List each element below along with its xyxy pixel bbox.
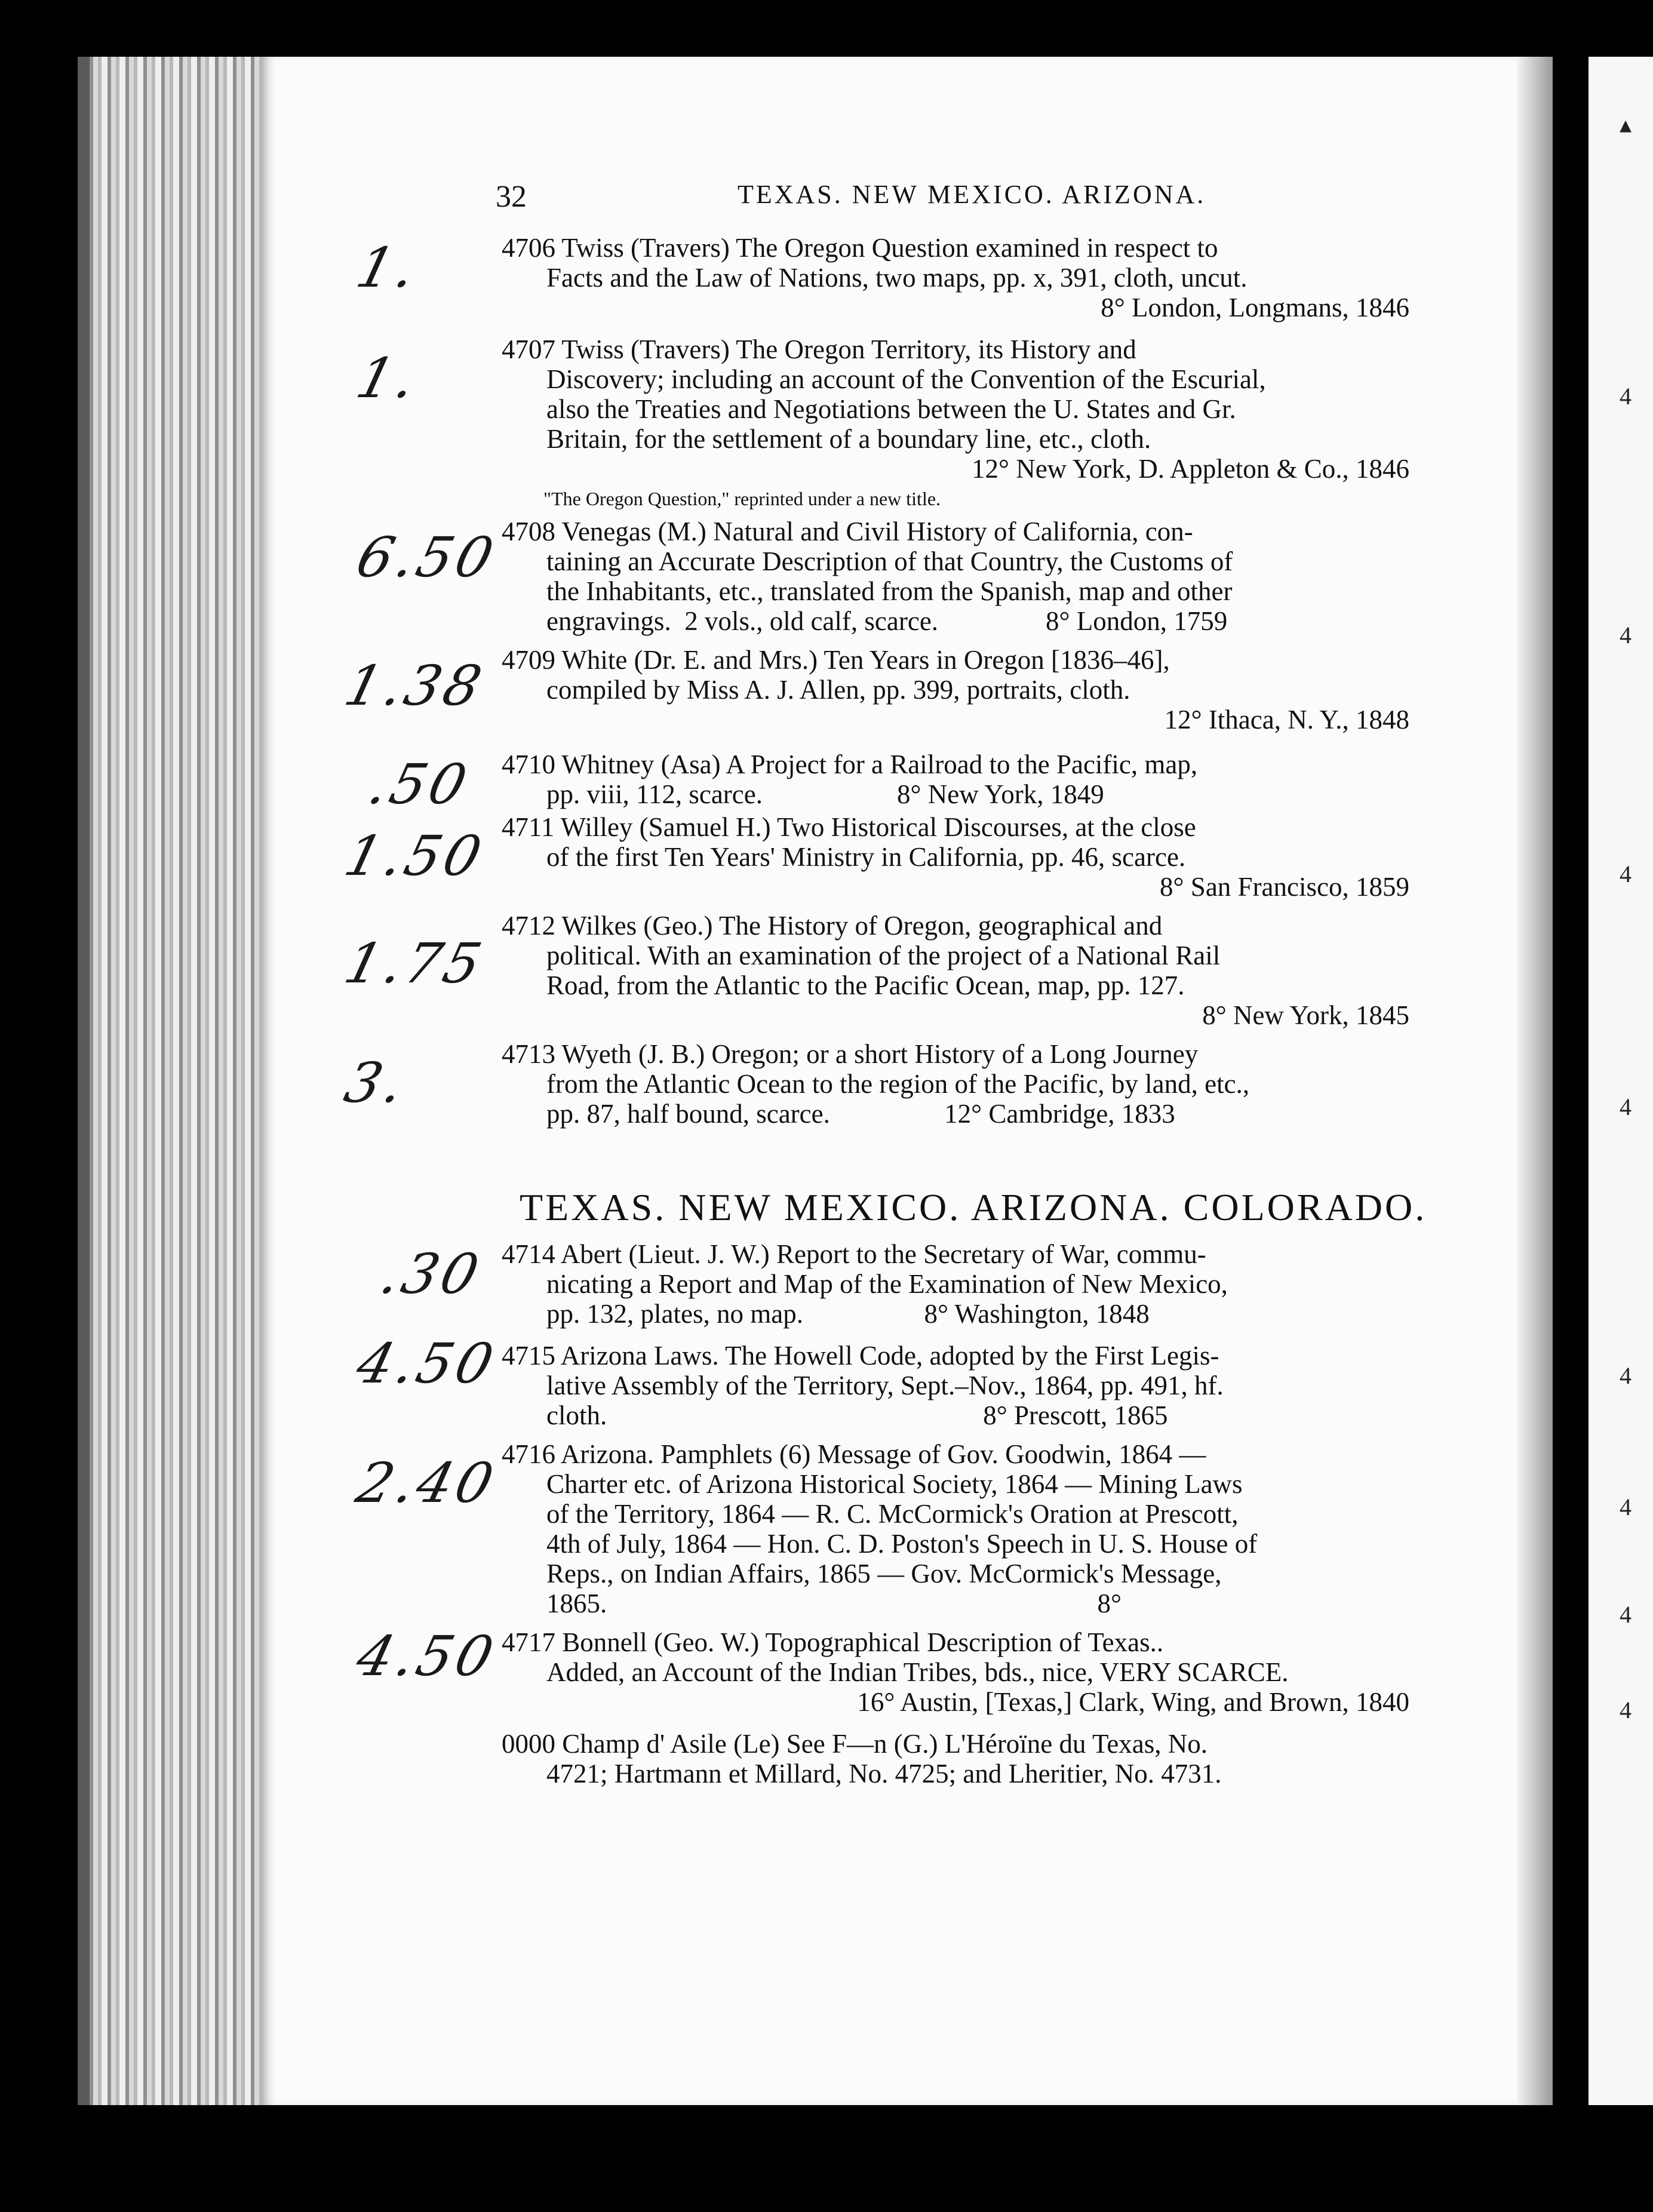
handwritten-price: .50 [362,752,477,816]
entry-imprint: 12° Ithaca, N. Y., 1848 [1164,705,1409,735]
entry-imprint: 8° New York, 1845 [1202,1000,1409,1030]
facing-page-digit: 4 [1620,1697,1632,1723]
facing-page-digit: 4 [1620,1093,1632,1120]
entry-line: 4715 Arizona Laws. The Howell Code, adopted by the First Legis- [502,1341,1219,1371]
entry-line: 0000 Champ d' Asile (Le) See F—n (G.) L'Héroïne du Texas, No. [502,1729,1208,1759]
entry-imprint: 8° London, Longmans, 1846 [1101,293,1409,322]
entry-line: of the first Ten Years' Ministry in California, pp. 46, scarce. [546,842,1186,872]
entry-imprint: 16° Austin, [Texas,] Clark, Wing, and Brown, 1840 [857,1687,1409,1717]
entry-line: 4706 Twiss (Travers) The Oregon Question examined in respect to [502,233,1218,263]
entry-line: 4712 Wilkes (Geo.) The History of Oregon, geographical and [502,911,1163,941]
catalog-entry [502,645,1409,735]
catalog-entry [502,1239,1409,1329]
entry-line: 4709 White (Dr. E. and Mrs.) Ten Years in Oregon [1836–46], [502,645,1170,675]
facing-page-digit: 4 [1620,383,1632,410]
catalog-entry [502,233,1409,322]
facing-page-digit: 4 [1620,861,1632,887]
entry-line: 4th of July, 1864 — Hon. C. D. Poston's Speech in U. S. House of [546,1529,1258,1559]
entry-line: Charter etc. of Arizona Historical Society, 1864 — Mining Laws [546,1469,1243,1499]
facing-page-mark: ▴ [1620,111,1632,138]
entry-imprint: 12° New York, D. Appleton & Co., 1846 [971,454,1409,484]
page-number: 32 [496,180,527,214]
catalog-entry [502,911,1409,1030]
facing-page [1589,57,1653,2105]
handwritten-price: 1. [350,346,426,410]
handwritten-price: 4.50 [350,1332,503,1396]
entry-line: 4713 Wyeth (J. B.) Oregon; or a short History of a Long Journey [502,1039,1199,1069]
entry-line: lative Assembly of the Territory, Sept.–Nov., 1864, pp. 491, hf. [546,1371,1224,1400]
facing-page-digit: 4 [1620,1362,1632,1389]
entry-imprint: 8° San Francisco, 1859 [1160,872,1409,902]
entry-line: 4710 Whitney (Asa) A Project for a Railroad to the Pacific, map, [502,749,1198,779]
entry-line: the Inhabitants, etc., translated from the Spanish, map and other [546,576,1233,606]
entry-line: 4708 Venegas (M.) Natural and Civil History of California, con- [502,517,1193,546]
handwritten-price: 1.50 [338,824,491,888]
entry-line: 4707 Twiss (Travers) The Oregon Territory, its History and [502,334,1136,364]
entry-line: 4716 Arizona. Pamphlets (6) Message of Gov. Goodwin, 1864 — [502,1439,1206,1469]
entry-line: Road, from the Atlantic to the Pacific Ocean, map, pp. 127. [546,970,1185,1000]
entry-line: engravings. 2 vols., old calf, scarce. 8° London, 1759 [546,606,1228,636]
entry-line: political. With an examination of the project of a National Rail [546,941,1221,970]
entry-line: Added, an Account of the Indian Tribes, bds., nice, VERY SCARCE. [546,1657,1289,1687]
catalog-entry [502,1729,1409,1789]
entry-line: compiled by Miss A. J. Allen, pp. 399, portraits, cloth. [546,675,1130,705]
facing-page-digit: 4 [1620,622,1632,649]
entry-line: nicating a Report and Map of the Examination of New Mexico, [546,1269,1228,1299]
entry-line: Britain, for the settlement of a boundary line, etc., cloth. [546,424,1151,454]
handwritten-price: 1.75 [338,932,491,996]
catalog-entry [502,1439,1409,1618]
running-title: TEXAS. NEW MEXICO. ARIZONA. [738,180,1206,209]
entry-line: taining an Accurate Description of that Country, the Customs of [546,546,1233,576]
entry-line: 4714 Abert (Lieut. J. W.) Report to the Secretary of War, commu- [502,1239,1206,1269]
handwritten-price: 4.50 [350,1624,503,1688]
handwritten-price: .30 [374,1242,488,1306]
entry-line: cloth. 8° Prescott, 1865 [546,1400,1168,1430]
handwritten-price: 2.40 [350,1451,503,1515]
handwritten-price: 1.38 [338,654,491,718]
catalog-entry [502,1627,1409,1717]
handwritten-price: 3. [338,1051,414,1115]
gutter-shadow [1517,57,1553,2105]
facing-page-digit: 4 [1620,1601,1632,1628]
handwritten-price: 6.50 [350,526,503,589]
entry-line: pp. 132, plates, no map. 8° Washington, 1848 [546,1299,1150,1329]
facing-page-digit: 4 [1620,1494,1632,1520]
section-heading: TEXAS. NEW MEXICO. ARIZONA. COLORADO. [520,1186,1427,1228]
entry-line: Reps., on Indian Affairs, 1865 — Gov. McCormick's Message, [546,1559,1222,1589]
entry-note: "The Oregon Question," reprinted under a new title. [543,488,941,509]
catalog-entry [502,517,1409,636]
entry-line: pp. 87, half bound, scarce. 12° Cambridge, 1833 [546,1099,1175,1129]
handwritten-price: 1. [350,236,426,300]
entry-line: 4711 Willey (Samuel H.) Two Historical Discourses, at the close [502,812,1196,842]
catalog-entry [502,1039,1409,1129]
entry-line: 4721; Hartmann et Millard, No. 4725; and Lheritier, No. 4731. [546,1759,1222,1789]
entry-line: also the Treaties and Negotiations between the U. States and Gr. [546,394,1236,424]
entry-line: of the Territory, 1864 — R. C. McCormick's Oration at Prescott, [546,1499,1239,1529]
entry-line: Facts and the Law of Nations, two maps, pp. x, 391, cloth, uncut. [546,263,1248,293]
catalog-entry [502,749,1409,809]
entry-line: 1865. 8° [546,1589,1122,1618]
entry-line: from the Atlantic Ocean to the region of the Pacific, by land, etc., [546,1069,1250,1099]
catalog-entry [502,334,1409,514]
entry-line: 4717 Bonnell (Geo. W.) Topographical Description of Texas.. [502,1627,1164,1657]
page-edges [90,57,293,2105]
entry-line: Discovery; including an account of the Convention of the Escurial, [546,364,1266,394]
catalog-entry [502,812,1409,902]
catalog-entry [502,1341,1409,1430]
entry-line: pp. viii, 112, scarce. 8° New York, 1849 [546,779,1104,809]
